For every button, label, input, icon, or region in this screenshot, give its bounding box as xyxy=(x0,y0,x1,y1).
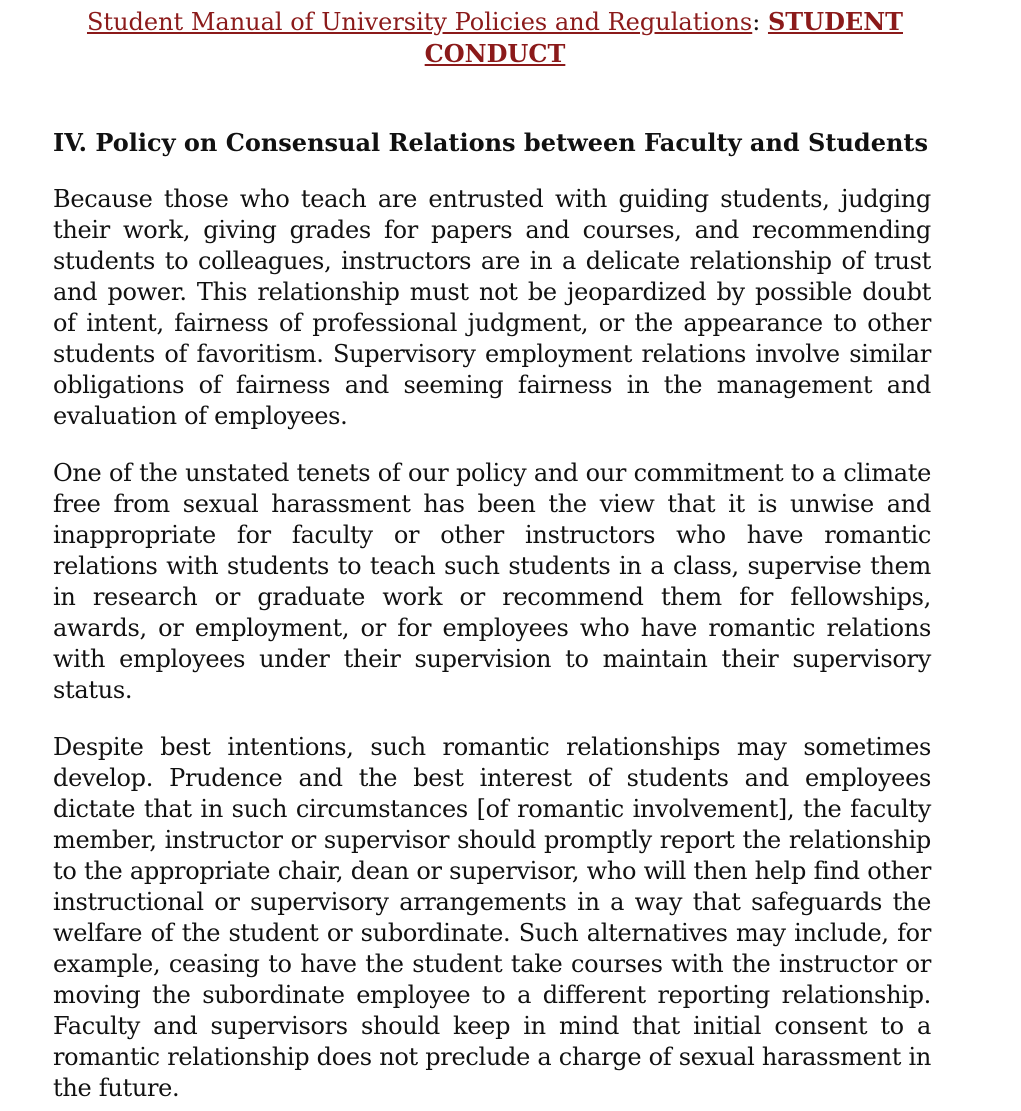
policy-paragraph-2: One of the unstated tenets of our policy and our commitment to a climate free from sexual harassment has been the view that it is unwise and inappropriate for faculty or other instructors who have romantic relations with students to teach such students in a class, supervise them in research or graduate work or recommend them for fellowships, awards, or employment, or for employees who have romantic relations with employees under their supervision to maintain their supervisory status. xyxy=(53,459,931,704)
breadcrumb xyxy=(60,6,930,70)
student-conduct-link[interactable]: STUDENT CONDUCT xyxy=(424,7,903,68)
policy-paragraph-1: Because those who teach are entrusted with guiding students, judging their work, giving grades for papers and courses, and recommending students to colleagues, instructors are in a delicate relationship of trust and power. This relationship must not be jeopardized by possible doubt of intent, fairness of professional judgment, or the appearance to other students of favoritism. Supervisory employment relations involve similar obligations of fairness and seeming fairness in the management and evaluation of employees. xyxy=(53,185,931,430)
breadcrumb-separator: : xyxy=(752,8,761,36)
policy-paragraph-3: Despite best intentions, such romantic relationships may sometimes develop. Prudence and the best interest of students and employees dictate that in such circumstances [of romantic involvement], the faculty member, instructor or supervisor should promptly report the relationship to the appropriate chair, dean or supervisor, who will then help find other instructional or supervisory arrangements in a way that safeguards the welfare of the student or subordinate. Such alternatives may include, for example, ceasing to have the student take courses with the instructor or moving the subordinate employee to a different reporting relationship. Faculty and supervisors should keep in mind that initial consent to a romantic relationship does not preclude a charge of sexual harassment in the future. xyxy=(53,733,931,1102)
section-heading: IV. Policy on Consensual Relations between Faculty and Students xyxy=(53,128,929,157)
manual-link[interactable]: Student Manual of University Policies and Regulations xyxy=(86,8,753,36)
